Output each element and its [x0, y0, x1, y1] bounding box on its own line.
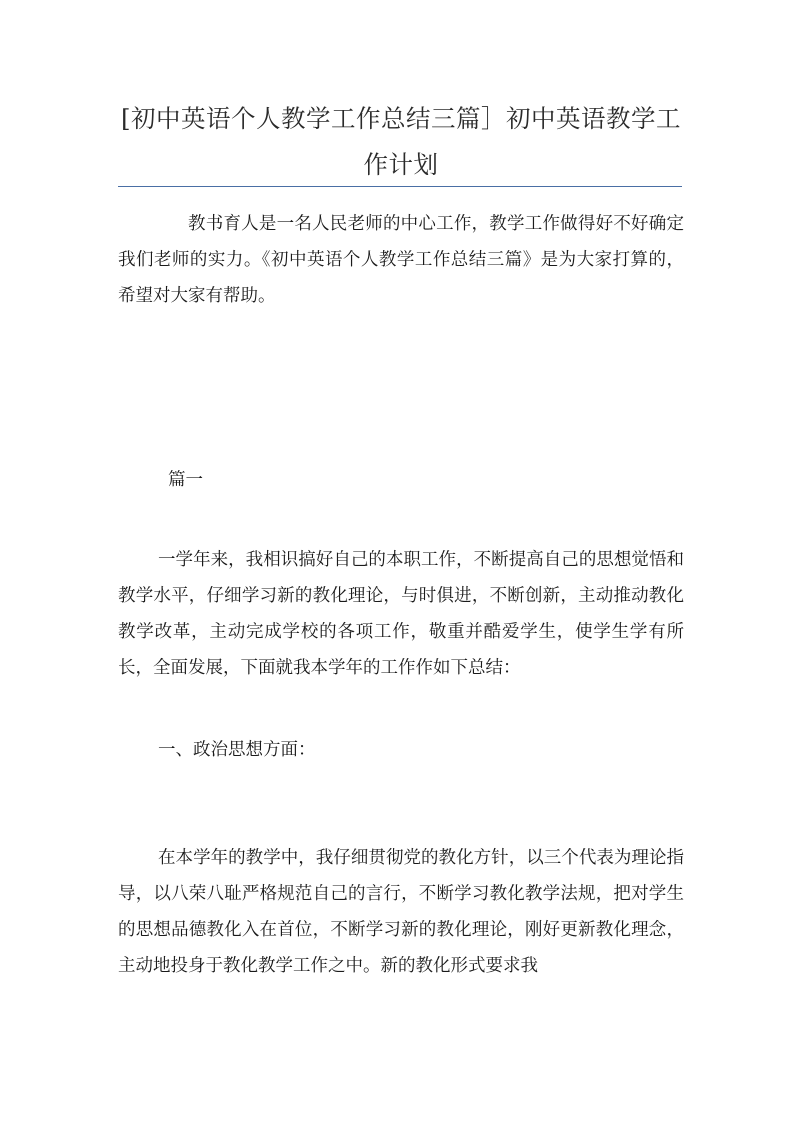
title-divider	[118, 186, 682, 187]
intro-paragraph: 教书育人是一名人民老师的中心工作，教学工作做得好不好确定我们老师的实力。《初中英语个人教学工作总结三篇》是为大家打算的，希望对大家有帮助。	[118, 214, 684, 306]
subheading-political: 一、政治思想方面：	[158, 740, 316, 760]
body-paragraph-2: 在本学年的教学中，我仔细贯彻党的教化方针，以三个代表为理论指导，以八荣八耻严格规范自己的言行，不断学习教化教学法规，把对学生的思想品德教化入在首位，不断学习新的教化理论，刚好更新教化理念，主动地投身于教化教学工作之中。新的教化形式要求我	[118, 848, 684, 976]
document-title: [初中英语个人教学工作总结三篇］初中英语教学工作计划	[120, 104, 682, 179]
section-heading: 篇一	[168, 470, 203, 490]
body-paragraph-1: 一学年来，我相识搞好自己的本职工作，不断提高自己的思想觉悟和教学水平，仔细学习新的教化理论，与时俱进，不断创新，主动推动教化教学改革，主动完成学校的各项工作，敬重并酷爱学生，使学生学有所长，全面发展，下面就我本学年的工作作如下总结：	[118, 550, 684, 678]
